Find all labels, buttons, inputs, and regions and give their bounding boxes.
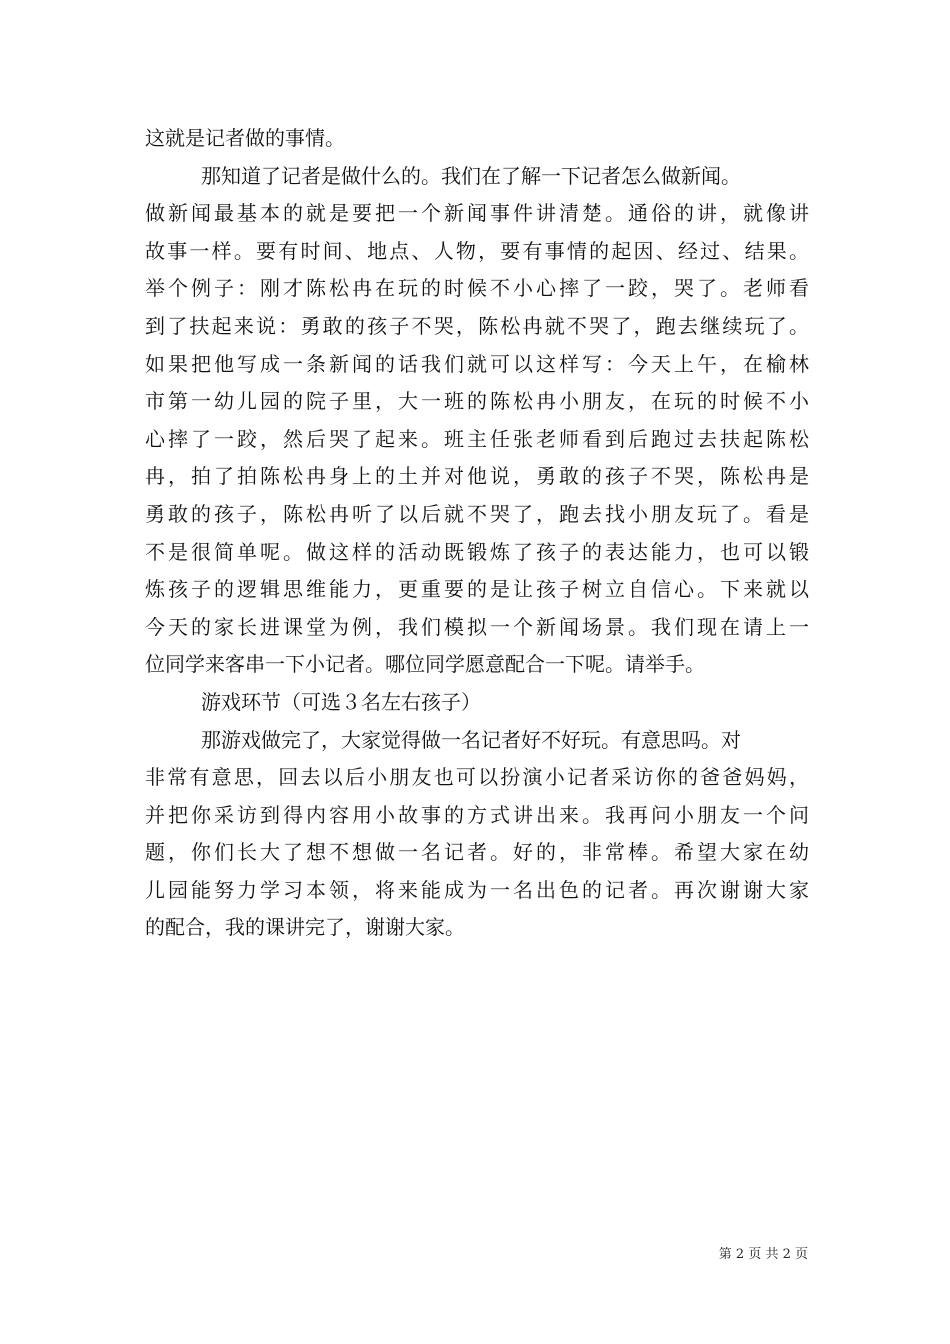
text-line: 冉，拍了拍陈松冉身上的土并对他说，勇敢的孩子不哭，陈松冉是 — [145, 464, 809, 489]
text-line: 今天的家长进课堂为例，我们模拟一个新闻场景。我们现在请上一 — [145, 614, 809, 639]
text-line: 市第一幼儿园的院子里，大一班的陈松冉小朋友，在玩的时候不小 — [145, 389, 809, 414]
text-line: 不是很简单呢。做这样的活动既锻炼了孩子的表达能力，也可以锻 — [145, 539, 809, 564]
text-line: 并把你采访到得内容用小故事的方式讲出来。我再问小朋友一个问 — [145, 802, 809, 827]
text-line: 如果把他写成一条新闻的话我们就可以这样写：今天上午，在榆林 — [145, 351, 809, 376]
text-line: 那游戏做完了，大家觉得做一名记者好不好玩。有意思吗。对 — [201, 727, 741, 752]
section-heading: 游戏环节（可选３名左右孩子） — [201, 689, 481, 714]
page-number: 第 2 页 共 2 页 — [718, 1247, 808, 1262]
text-line: 位同学来客串一下小记者。哪位同学愿意配合一下呢。请举手。 — [145, 652, 705, 677]
text-line: 这就是记者做的事情。 — [145, 126, 345, 150]
text-line: 儿园能努力学习本领，将来能成为一名出色的记者。再次谢谢大家 — [145, 877, 809, 902]
text-line: 心摔了一跤，然后哭了起来。班主任张老师看到后跑过去扶起陈松 — [145, 426, 809, 451]
text-line: 到了扶起来说：勇敢的孩子不哭，陈松冉就不哭了，跑去继续玩了。 — [145, 313, 809, 338]
text-line: 题，你们长大了想不想做一名记者。好的，非常棒。希望大家在幼 — [145, 840, 809, 865]
text-line: 举个例子：刚才陈松冉在玩的时候不小心摔了一跤，哭了。老师看 — [145, 276, 809, 301]
text-line: 炼孩子的逻辑思维能力，更重要的是让孩子树立自信心。下来就以 — [145, 577, 809, 602]
text-line: 那知道了记者是做什么的。我们在了解一下记者怎么做新闻。 — [201, 163, 741, 188]
text-line: 非常有意思，回去以后小朋友也可以扮演小记者采访你的爸爸妈妈， — [145, 765, 809, 790]
text-line: 的配合，我的课讲完了，谢谢大家。 — [145, 915, 465, 940]
text-line: 故事一样。要有时间、地点、人物，要有事情的起因、经过、结果。 — [145, 238, 809, 263]
text-line: 做新闻最基本的就是要把一个新闻事件讲清楚。通俗的讲，就像讲 — [145, 201, 809, 226]
document-body — [145, 120, 809, 947]
text-line: 勇敢的孩子，陈松冉听了以后就不哭了，跑去找小朋友玩了。看是 — [145, 501, 809, 526]
